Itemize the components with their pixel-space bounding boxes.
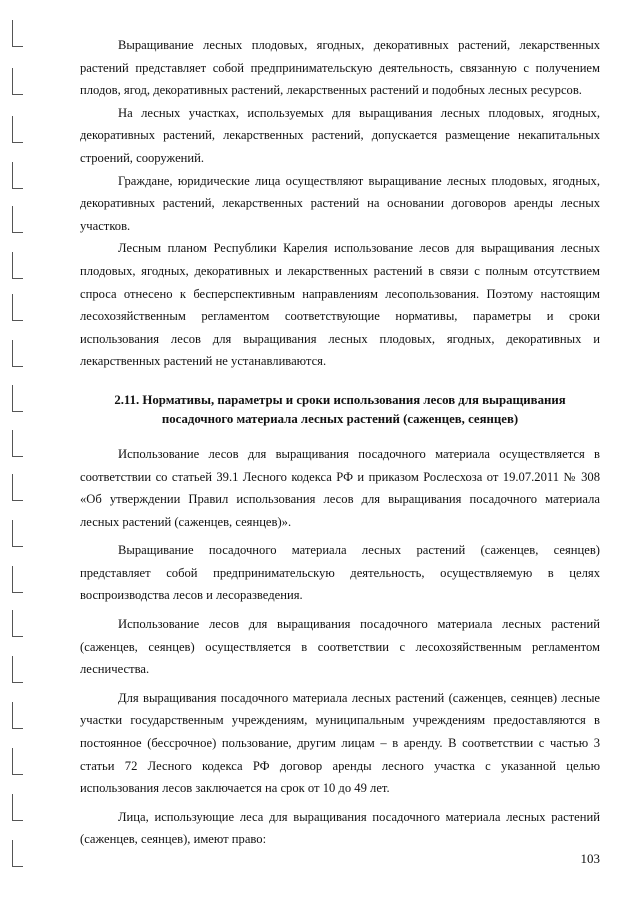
section-heading: [80, 391, 600, 429]
paragraph: Для выращивания посадочного материала лесных растений (саженцев, сеянцев) лесные участки государственным учреждениям, муниципальным учреждениям предоставляются в постоянное (бессрочное) пользование, другим лицам – в аренду. В соответствии с частью 3 статьи 72 Лесного кодекса РФ договор аренды лесного участка с указанной целью использования лесов заключается на срок от 10 до 49 лет.: [80, 690, 600, 796]
binding-mark: [12, 840, 23, 867]
binding-mark: [12, 162, 23, 189]
paragraph: Лесным планом Республики Карелия использование лесов для выращивания лесных плодовых, ягодных, декоративных и лекарственных растений в связи с полным отсутствием спроса отнесено к бесперспективным направлениям лесопользования. Поэтому настоящим лесохозяйственным регламентом соответствующие нормативы, параметры и сроки использования лесов для выращивания лесных плодовых, ягодных, декоративных и лекарственных растений не устанавливаются.: [80, 241, 600, 369]
paragraph: Использование лесов для выращивания посадочного материала лесных растений (саженцев, сеянцев) осуществляется в соответствии с лесохозяйственным регламентом лесничества.: [80, 617, 600, 677]
binding-mark: [12, 702, 23, 729]
binding-mark: [12, 340, 23, 367]
binding-mark: [12, 385, 23, 412]
paragraph: Граждане, юридические лица осуществляют выращивание лесных плодовых, ягодных, декоративных растений, лекарственных растений на основании договоров аренды лесных участков.: [80, 173, 600, 233]
paragraph: На лесных участках, используемых для выращивания лесных плодовых, ягодных, декоративных растений, лекарственных растений, допускается размещение некапитальных строений, сооружений.: [80, 105, 600, 165]
binding-mark: [12, 748, 23, 775]
document-page: [80, 34, 600, 851]
binding-mark: [12, 252, 23, 279]
binding-margin-marks: [8, 0, 22, 905]
binding-mark: [12, 610, 23, 637]
section-heading-line: посадочного материала лесных растений (саженцев, сеянцев): [161, 411, 519, 426]
binding-mark: [12, 68, 23, 95]
binding-mark: [12, 430, 23, 457]
binding-mark: [12, 656, 23, 683]
binding-mark: [12, 294, 23, 321]
binding-mark: [12, 116, 23, 143]
binding-mark: [12, 20, 23, 47]
binding-mark: [12, 566, 23, 593]
paragraph: Использование лесов для выращивания посадочного материала осуществляется в соответствии со статьей 39.1 Лесного кодекса РФ и приказом Рослесхоза от 19.07.2011 № 308 «Об утверждении Правил использования лесов для выращивания посадочного материала лесных растений (саженцев, сеянцев)».: [80, 446, 600, 529]
page-number: 103: [580, 851, 600, 866]
paragraph: Выращивание посадочного материала лесных растений (саженцев, сеянцев) представляет собой предпринимательскую деятельность, осуществляемую в целях воспроизводства лесов и лесоразведения.: [80, 543, 600, 603]
binding-mark: [12, 206, 23, 233]
binding-mark: [12, 474, 23, 501]
section-heading-line: 2.11. Нормативы, параметры и сроки использования лесов для выращивания: [114, 392, 566, 407]
paragraph: Лица, использующие леса для выращивания посадочного материала лесных растений (саженцев, сеянцев), имеют право:: [80, 809, 600, 847]
binding-mark: [12, 794, 23, 821]
binding-mark: [12, 520, 23, 547]
paragraph: Выращивание лесных плодовых, ягодных, декоративных растений, лекарственных растений представляет собой предпринимательскую деятельность, связанную с получением плодов, ягод, декоративных растений, лекарственных растений и подобных лесных ресурсов.: [80, 38, 600, 98]
